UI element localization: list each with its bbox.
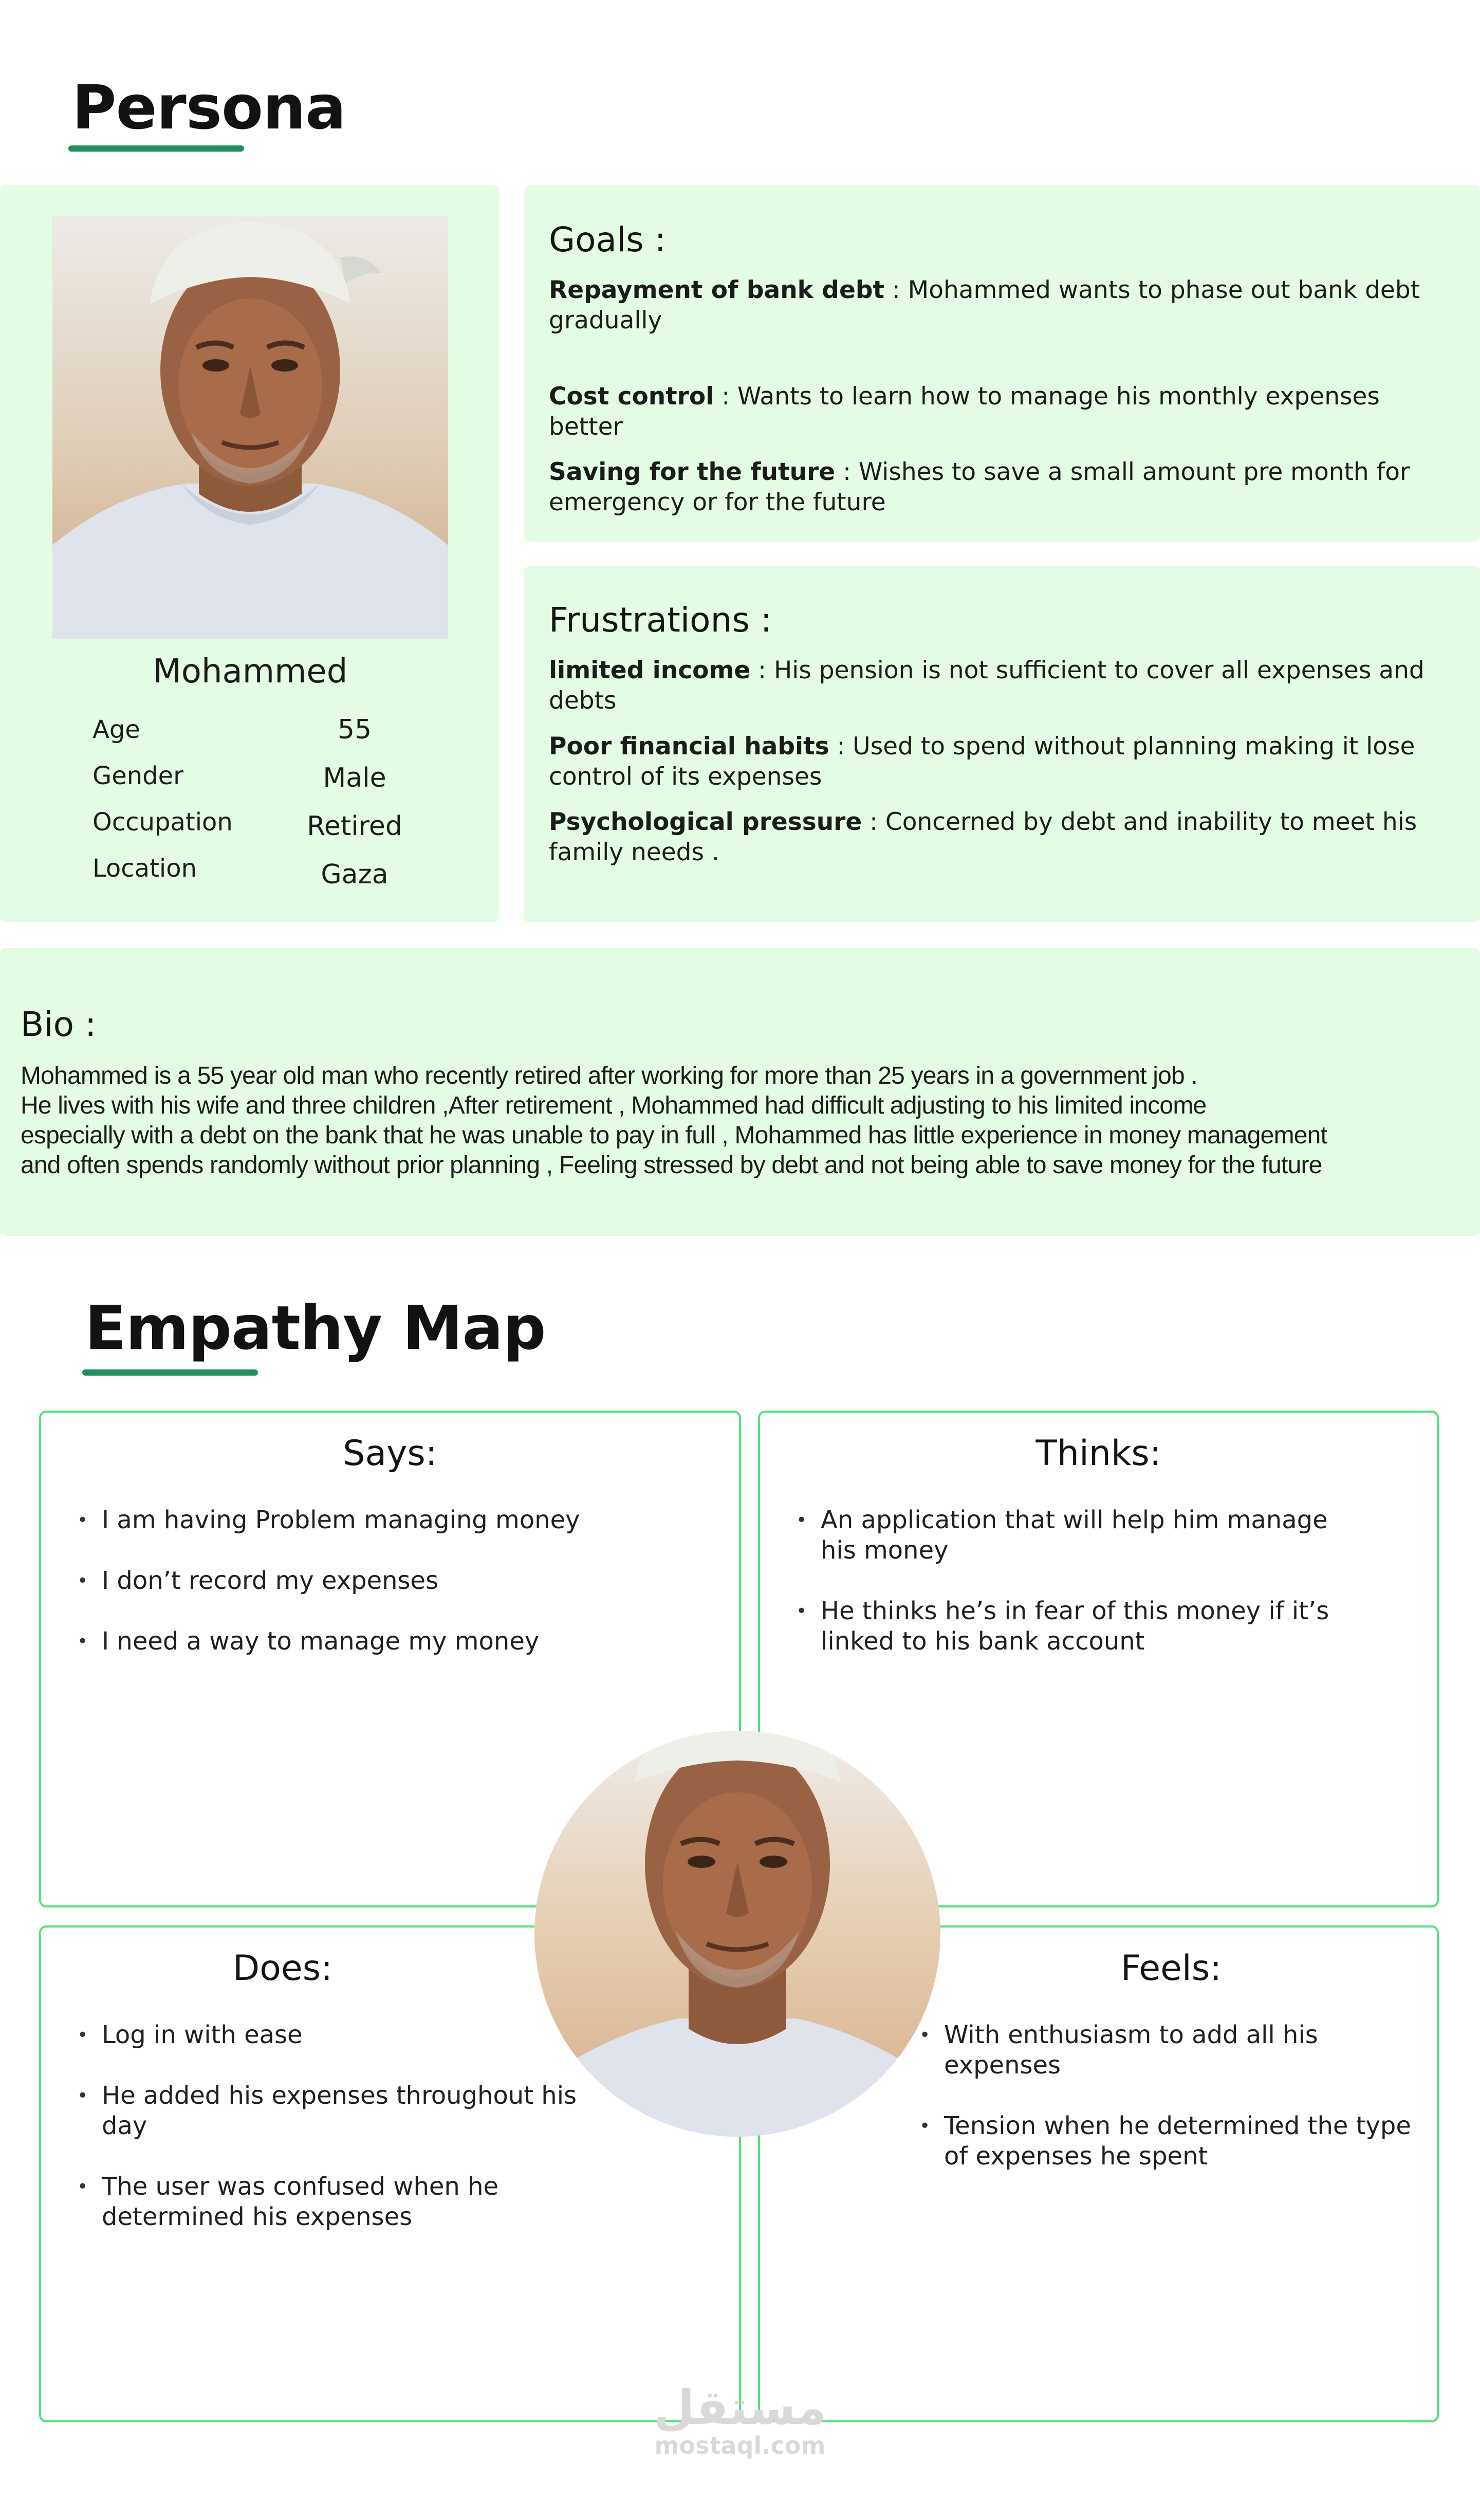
frustration-item-2 bbox=[549, 731, 1433, 792]
goal-text-continued: gradually bbox=[549, 306, 662, 335]
portrait-illustration bbox=[52, 216, 448, 639]
feels-list bbox=[919, 2020, 1423, 2202]
does-title: Does: bbox=[232, 1948, 333, 1989]
field-value-age: 55 bbox=[337, 714, 372, 745]
field-label-occupation: Occupation bbox=[92, 808, 233, 837]
feels-item: • With enthusiasm to add all his expenses bbox=[919, 2020, 1423, 2081]
bio-line-3: especially with a debt on the bank that he was unable to pay in full , Mohammed has little experience in money management bbox=[21, 1122, 1327, 1149]
empathy-center-photo bbox=[534, 1731, 940, 2137]
frustration-term: limited income bbox=[549, 656, 751, 684]
frustration-text: : Concerned by debt and inability to meet his family needs . bbox=[549, 808, 1417, 866]
does-list bbox=[77, 2020, 591, 2263]
thinks-title: Thinks: bbox=[1035, 1433, 1161, 1474]
goal-item-2 bbox=[549, 381, 1458, 442]
persona-title-underline bbox=[68, 145, 244, 152]
field-value-location: Gaza bbox=[321, 859, 388, 890]
says-item: • I am having Problem managing money bbox=[77, 1505, 694, 1535]
field-label-gender: Gender bbox=[92, 762, 183, 790]
watermark-latin: mostaql.com bbox=[654, 2432, 826, 2459]
frustration-item-1 bbox=[549, 655, 1433, 716]
says-item: • I don’t record my expenses bbox=[77, 1566, 694, 1596]
persona-name: Mohammed bbox=[153, 653, 348, 691]
thinks-item: • He thinks he’s in fear of this money if it’s linked to his bank account bbox=[796, 1596, 1336, 1657]
field-value-occupation: Retired bbox=[307, 811, 402, 842]
goal-term: Saving for the future bbox=[549, 458, 836, 486]
watermark bbox=[632, 2380, 848, 2460]
says-item: • I need a way to manage my money bbox=[77, 1626, 694, 1657]
frustrations-title: Frustrations : bbox=[549, 600, 772, 640]
field-value-gender: Male bbox=[323, 763, 386, 793]
goal-item-3 bbox=[549, 457, 1458, 517]
watermark-arabic: مستقل bbox=[653, 2380, 827, 2435]
goal-text: : Wishes to save a small amount pre month for emergency or for the future bbox=[549, 458, 1410, 516]
frustration-text: : Used to spend without planning making it lose control of its expenses bbox=[549, 732, 1415, 791]
says-list bbox=[77, 1505, 694, 1687]
goal-item-1 bbox=[549, 275, 1458, 336]
center-portrait-illustration bbox=[534, 1731, 940, 2137]
does-item: • The user was confused when he determined his expenses bbox=[77, 2172, 591, 2232]
goals-title: Goals : bbox=[549, 220, 666, 260]
empathy-map-title-underline bbox=[82, 1369, 258, 1376]
says-title: Says: bbox=[343, 1433, 437, 1474]
bio-line-1: Mohammed is a 55 year old man who recently retired after working for more than 25 years in a government job . bbox=[21, 1062, 1197, 1089]
frustration-term: Poor financial habits bbox=[549, 732, 829, 761]
feels-title: Feels: bbox=[1120, 1948, 1222, 1989]
thinks-item: • An application that will help him manage his money bbox=[796, 1505, 1336, 1566]
bio-line-2: He lives with his wife and three children ,After retirement , Mohammed had difficult adjusting to his limited income bbox=[21, 1092, 1207, 1119]
feels-item: • Tension when he determined the type of expenses he spent bbox=[919, 2111, 1423, 2172]
goal-text: : Mohammed wants to phase out bank debt bbox=[884, 276, 1420, 304]
frustration-item-3 bbox=[549, 807, 1433, 867]
does-item: • Log in with ease bbox=[77, 2020, 591, 2050]
persona-photo bbox=[52, 216, 448, 639]
thinks-list bbox=[796, 1505, 1336, 1687]
empathy-map-title: Empathy Map bbox=[85, 1292, 546, 1363]
field-label-age: Age bbox=[92, 715, 140, 744]
goal-term: Cost control bbox=[549, 382, 714, 411]
bio-line-4: and often spends randomly without prior planning , Feeling stressed by debt and not being able to save money for the future bbox=[21, 1152, 1322, 1179]
does-item: • He added his expenses throughout his day bbox=[77, 2081, 591, 2141]
frustration-term: Psychological pressure bbox=[549, 808, 862, 836]
bio-title: Bio : bbox=[21, 1005, 97, 1044]
goal-text: : Wants to learn how to manage his monthly expenses better bbox=[549, 382, 1380, 441]
field-label-location: Location bbox=[92, 854, 197, 883]
persona-title: Persona bbox=[72, 72, 346, 143]
goal-term: Repayment of bank debt bbox=[549, 276, 884, 304]
frustration-text: : His pension is not sufficient to cover all expenses and debts bbox=[549, 656, 1424, 715]
